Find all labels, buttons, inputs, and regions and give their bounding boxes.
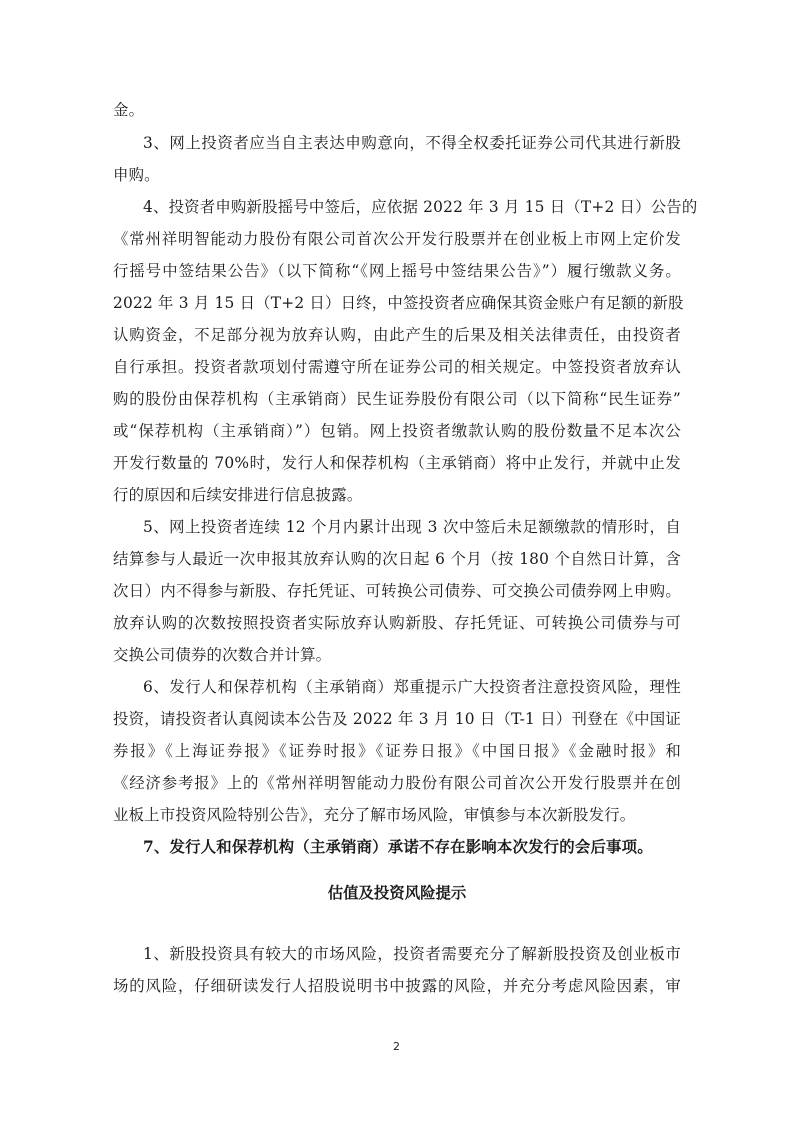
text-line: 结算参与人最近一次申报其放弃认购的次日起 6 个月（按 180 个自然日计算，含 [113,550,681,568]
text-line: 6、发行人和保荐机构（主承销商）郑重提示广大投资者注意投资风险，理性 [143,678,681,696]
text-line: 4、投资者申购新股摇号中签后，应依据 2022 年 3 月 15 日（T+2 日）公告的 [143,198,698,216]
text-line-bold: 7、发行人和保荐机构（主承销商）承诺不存在影响本次发行的会后事项。 [143,838,653,856]
page-number: 2 [393,1040,400,1053]
text-line: 行摇号中签结果公告》（以下简称“《网上摇号中签结果公告》”）履行缴款义务。 [113,262,681,280]
text-line: 5、网上投资者连续 12 个月内累计出现 3 次中签后未足额缴款的情形时，自 [143,518,681,536]
text-line: 券报》《上海证券报》《证券时报》《证券日报》《中国日报》《金融时报》和 [113,742,681,760]
text-line: 次日）内不得参与新股、存托凭证、可转换公司债券、可交换公司债券网上申购。 [113,582,681,600]
text-line: 放弃认购的次数按照投资者实际放弃认购新股、存托凭证、可转换公司债券与可 [113,614,681,632]
text-line: 投资，请投资者认真阅读本公告及 2022 年 3 月 10 日（T-1 日）刊登在《中国证 [113,710,681,728]
text-line: 《常州祥明智能动力股份有限公司首次公开发行股票并在创业板上市网上定价发 [113,230,681,248]
text-line: 交换公司债券的次数合并计算。 [113,646,332,664]
text-line: 3、网上投资者应当自主表达申购意向，不得全权委托证券公司代其进行新股 [143,134,681,152]
text-line: 金。 [113,101,145,119]
text-line: 业板上市投资风险特别公告》，充分了解市场风险，审慎参与本次新股发行。 [113,806,636,824]
text-line: 行的原因和后续安排进行信息披露。 [113,486,363,504]
text-line: 《经济参考报》上的《常州祥明智能动力股份有限公司首次公开发行股票并在创 [113,774,681,792]
text-line: 1、新股投资具有较大的市场风险，投资者需要充分了解新股投资及创业板市 [143,945,681,963]
section-heading: 估值及投资风险提示 [327,884,467,902]
text-line: 开发行数量的 70%时，发行人和保荐机构（主承销商）将中止发行，并就中止发 [113,454,681,472]
text-line: 申购。 [113,166,160,184]
text-line: 2022 年 3 月 15 日（T+2 日）日终，中签投资者应确保其资金账户有足额的新股 [113,294,684,312]
text-line: 场的风险，仔细研读发行人招股说明书中披露的风险，并充分考虑风险因素，审 [113,977,681,995]
text-line: 购的股份由保荐机构（主承销商）民生证券股份有限公司（以下简称“民生证券” [113,390,681,408]
text-line: 或“保荐机构（主承销商）”）包销。网上投资者缴款认购的股份数量不足本次公 [113,422,681,440]
text-line: 自行承担。投资者款项划付需遵守所在证券公司的相关规定。中签投资者放弃认 [113,358,681,376]
text-line: 认购资金，不足部分视为放弃认购，由此产生的后果及相关法律责任，由投资者 [113,326,681,344]
